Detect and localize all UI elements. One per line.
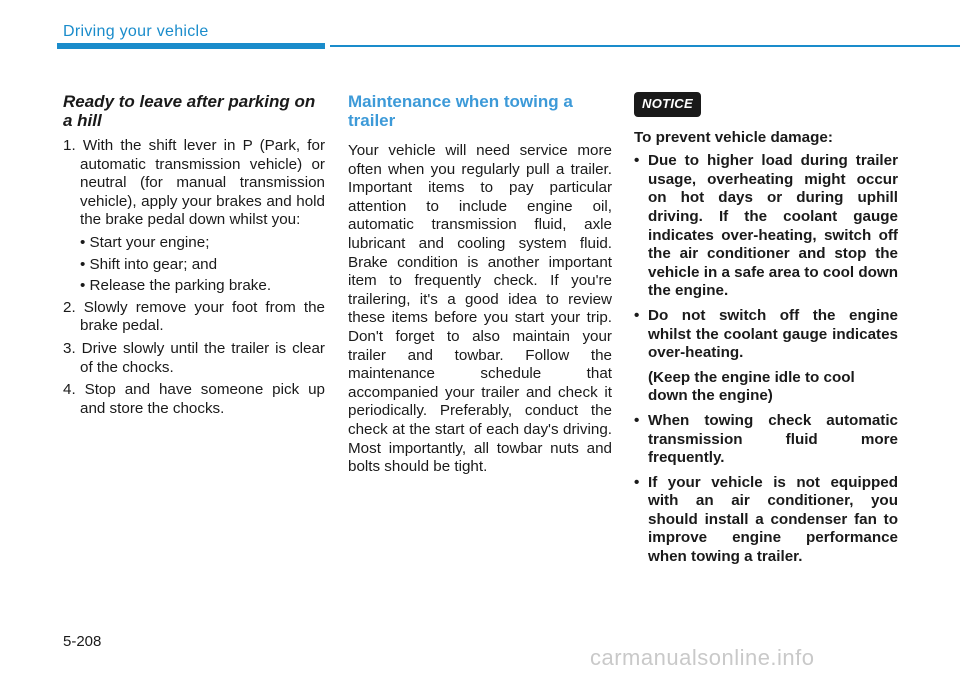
- step-2: [63, 299, 325, 336]
- notice-bullet-condenser: [634, 474, 898, 567]
- column-right: [634, 92, 898, 573]
- page-number: 5-208: [63, 633, 102, 650]
- section-title-maintenance: Maintenance when towing a trailer: [348, 92, 573, 130]
- substep-release-brake: • Release the parking brake.: [80, 277, 272, 295]
- notice-bullet-engine-off: [634, 307, 898, 363]
- notice-note-idle: (Keep the engine idle to cool down the engine): [648, 368, 855, 405]
- section-title-hill-start: Ready to leave after parking on a hill: [63, 92, 316, 130]
- notice-bullet-text: When towing check automatic transmission fluid more frequently.: [648, 411, 898, 467]
- step-1: [63, 137, 325, 230]
- notice-title: To prevent vehicle damage:: [634, 128, 833, 146]
- watermark: carmanualsonline.info: [590, 645, 815, 670]
- step-3: [63, 340, 325, 377]
- step-number: 3.: [63, 339, 76, 357]
- bullet-icon: •: [634, 473, 640, 491]
- step-number: 1.: [63, 137, 76, 154]
- column-left: [63, 92, 325, 422]
- step-number: 2.: [63, 298, 76, 316]
- substep-shift-gear: • Shift into gear; and: [80, 255, 218, 273]
- bullet-icon: •: [634, 411, 640, 429]
- step-text: With the shift lever in P (Park, for automatic transmission vehicle) or neutral (for manual transmission vehicle), apply your brakes and hold the brake pedal down whilst you:: [80, 137, 325, 229]
- bullet-icon: •: [634, 306, 640, 324]
- column-middle: [348, 92, 612, 477]
- step-number: 4.: [63, 381, 76, 399]
- substep-start-engine: • Start your engine;: [80, 233, 210, 251]
- step-text: Stop and have someone pick up and store the chocks.: [80, 381, 325, 417]
- substeps: [63, 234, 325, 296]
- notice-bullet-overheating: [634, 152, 898, 301]
- step-4: [63, 381, 325, 418]
- notice-bullet-text: Due to higher load during trailer usage, overheating might occur on hot days or during uphill driving. If the coolant gauge indicates over-heating, switch off the air conditioner and stop the vehicle in a safe area to cool down the engine.: [648, 152, 898, 300]
- notice-bullet-text: If your vehicle is not equipped with an air conditioner, you should install a condenser fan to improve engine performance when towing a trailer.: [648, 473, 898, 566]
- notice-bullet-text: Do not switch off the engine whilst the coolant gauge indicates over-heating.: [648, 306, 898, 362]
- notice-badge: NOTICE: [634, 92, 701, 117]
- notice-bullet-transmission: [634, 412, 898, 468]
- header-accent-bar: [57, 43, 325, 49]
- step-text: Slowly remove your foot from the brake pedal.: [80, 298, 325, 335]
- maintenance-paragraph: Your vehicle will need service more often when you regularly pull a trailer. Important items to pay particular attention to include engine oil, automatic transmission fluid, axle lubricant and cooling system fluid. Brake condition is another important item to frequently check. If you're trailering, it's a good idea to review these items before you start your trip. Don't forget to also maintain your trailer and towbar. Follow the maintenance schedule that accompanied your trailer and check it periodically. Preferably, conduct the check at the start of each day's driving. Most importantly, all towbar nuts and bolts should be tight.: [348, 142, 612, 476]
- header-rule: [330, 45, 960, 47]
- bullet-icon: •: [634, 152, 640, 170]
- step-text: Drive slowly until the trailer is clear of the chocks.: [80, 339, 325, 376]
- section-header-title: Driving your vehicle: [63, 23, 209, 40]
